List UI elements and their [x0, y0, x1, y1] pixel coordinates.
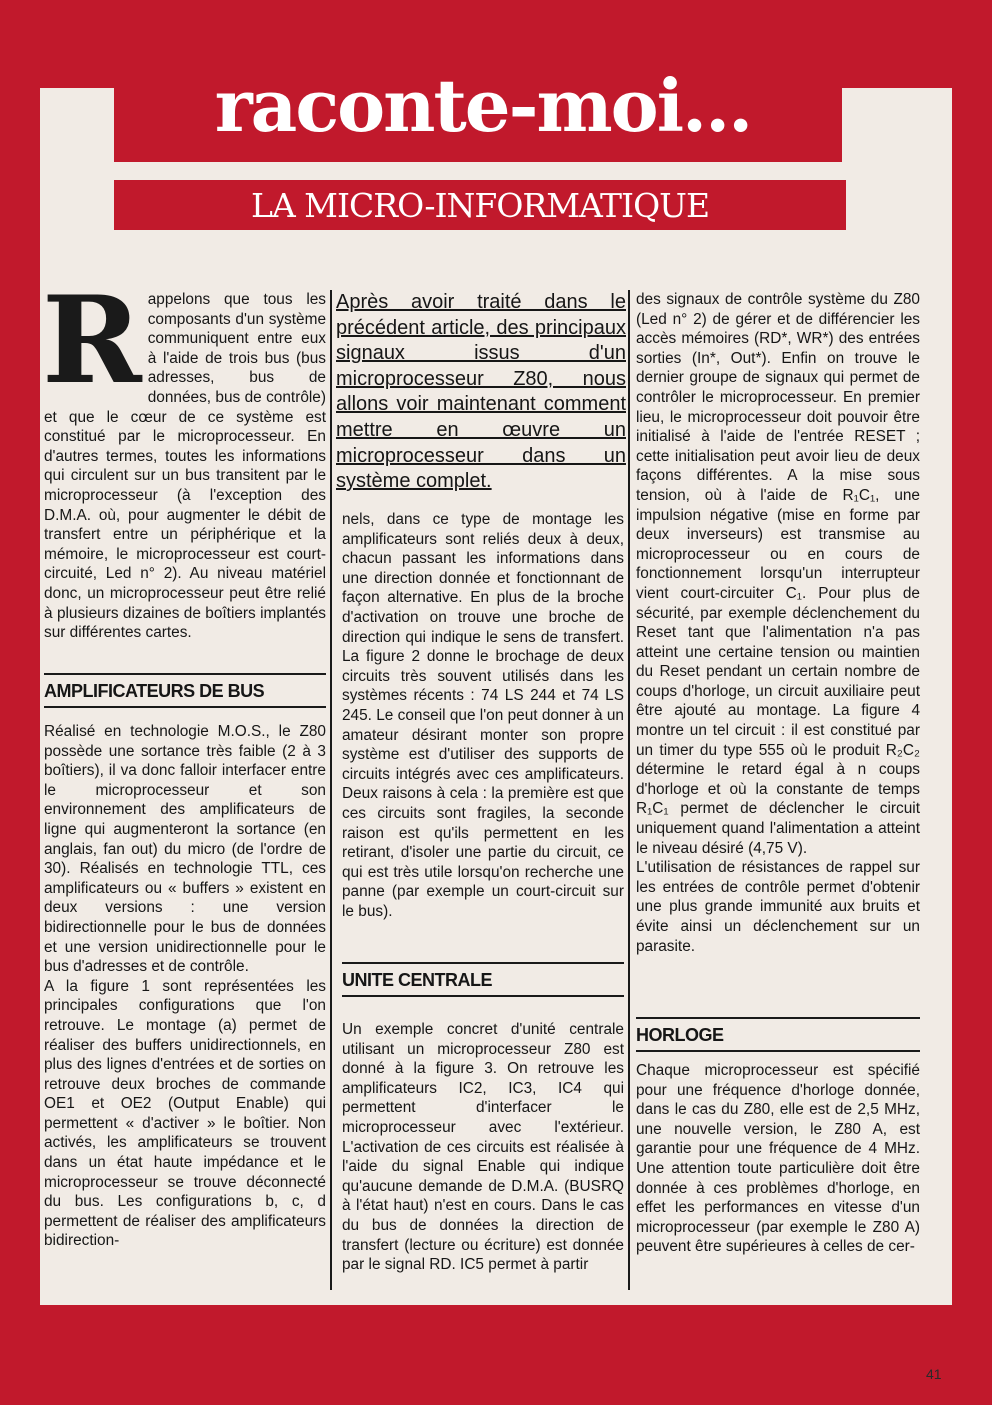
section-heading-unite-centrale: UNITE CENTRALE [342, 962, 624, 997]
column-1 [42, 270, 326, 643]
paragraph: L'utilisation de résistances de rappel sur les entrées de contrôle permet d'obtenir une plus grande immunité aux bruits et évite ainsi un déclenchement sur un parasite. [636, 859, 920, 955]
paragraph: Réalisé en technologie M.O.S., le Z80 possède une sortance très faible (2 à 3 boîtiers), il va donc falloir interfacer entre le microprocesseur et son environnement des amplificateurs de ligne qui augmenteront la sortance (en anglais, fan out) du micro (de l'ordre de 30). Réalisés en technologie TTL, ces amplificateurs ou « buffers » existent en deux versions : une version bidirectionnelle pour le bus de données et une version unidirectionnelle pour le bus d'adresses et de contrôle. [44, 723, 326, 976]
page-title: raconte-moi... [214, 63, 752, 148]
column-divider-left [330, 290, 332, 1290]
paragraph: appelons que tous les composants d'un système communiquent entre eux à l'aide de trois bus (bus adresses, bus de données, bus de contrôle) et que le cœur de ce système est constitué par le microprocesseur. En d'autres termes, toutes les informations qui circulent sur un bus transitent par le microprocesseur (à l'exception des D.M.A. où, pour augmenter le débit de transfert entre un périphérique et la mémoire, le microprocesseur est court-circuité, Led n° 2). Au niveau matériel donc, un microprocesseur peut être relié à plusieurs dizaines de boîtiers implantés sur différentes cartes. [44, 291, 326, 642]
column-2-continued [342, 1020, 624, 1275]
column-divider-right [628, 290, 630, 1290]
paragraph: des signaux de contrôle système du Z80 (Led n° 2) de gérer et de différencier les accès mémoires (RD*, WR*) des entrées sorties (In*, Out*). Enfin on trouve le dernier groupe de signaux qui permet de contrôler le microprocesseur. En premier lieu, le microprocesseur doit pouvoir être initialisé à l'aide de l'entrée RESET ; cette initialisation peut avoir lieu de deux façons différentes. A la mise sous tension, où à l'aide de R₁C₁, une impulsion négative (mise en forme par deux inverseurs) est transmise au microprocesseur ou en cours de fonctionnement lorsqu'un interrupteur vient court-circuiter C₁. Pour plus de sécurité, par exemple déclenchement du Reset tant que l'alimentation n'a pas atteint une certaine tension ou maintien du Reset pendant un certain nombre de coups d'horloge, un circuit auxiliaire peut être ajouté au montage. La figure 4 montre un tel circuit : il est constitué par un timer du type 555 où le produit R₂C₂ détermine le retard égal à n coups d'horloge et où la constante de temps R₁C₁ permet de déclencher le circuit uniquement quand l'alimentation a atteint le niveau désiré (4,75 V). [636, 291, 920, 857]
paragraph: nels, dans ce type de montage les amplificateurs sont reliés deux à deux, chacun passant les informations dans une direction donnée et fonctionnant de façon alternative. En plus de la broche d'activation on trouve une broche de direction qui indique le sens de transfert. La figure 2 donne le brochage de deux circuits très souvent utilisés dans les systèmes récents : 74 LS 244 et 74 LS 245. Le conseil que l'on peut donner à un amateur désirant monter son propre système est d'utiliser des supports de circuits intégrés avec ces amplificateurs. Deux raisons à cela : la première est que ces circuits sont fragiles, la seconde raison est qu'ils permettent en les retirant, d'isoler une partie du circuit, ce qui est très utile lorsqu'on recherche une panne (par exemple un court-circuit sur le bus). [342, 511, 624, 920]
column-2 [342, 510, 624, 921]
page-subtitle: LA MICRO-INFORMATIQUE [250, 186, 710, 225]
drop-cap: R [42, 270, 142, 411]
paragraph: A la figure 1 sont représentées les principales configurations que l'on retrouve. Le montage (a) permet de réaliser des buffers unidirectionnels, en plus des lignes d'entrées et de sorties on retrouve deux broches de commande OE1 et OE2 (Output Enable) qui permettent « d'activer » le boîtier. Non activés, les amplificateurs se trouvent dans un état haute impédance et le microprocesseur se trouve déconnecté du bus. Les configurations b, c, d permettent de réaliser des amplificateurs bidirection- [44, 977, 326, 1250]
column-3 [636, 290, 920, 956]
paragraph: Chaque microprocesseur est spécifié pour une fréquence d'horloge donnée, dans le cas du Z80, elle est de 2,5 MHz, une nouvelle version, le Z80 A, est garantie pour une fréquence de 4 MHz. Une attention toute particulière doit être donnée à ces problèmes d'horloge, en effet les performances en vitesse d'un microprocesseur (par exemple le Z80 A) peuvent être supérieures à celles de cer- [636, 1062, 920, 1256]
section-heading-amplificateurs: AMPLIFICATEURS DE BUS [44, 673, 326, 708]
page-number: 41 [926, 1366, 942, 1382]
column-3-continued [636, 1061, 920, 1257]
paragraph: Un exemple concret d'unité centrale utilisant un microprocesseur Z80 est donné à la figure 3. On retrouve les amplificateurs IC2, IC3, IC4 qui permettent d'interfacer le microprocesseur avec l'extérieur. L'activation de ces circuits est réalisée à l'aide du signal Enable qui indique qu'aucune demande de D.M.A. (BUSRQ à l'état haut) n'est en cours. Dans le cas du bus de données la direction de transfert (lecture ou écriture) est donnée par le signal RD. IC5 permet à partir [342, 1021, 624, 1274]
article-intro: Après avoir traité dans le précédent article, des principaux signaux issus d'un microprocesseur Z80, nous allons voir maintenant comment mettre en œuvre un microprocesseur dans un système complet. [336, 291, 626, 493]
section-heading-horloge: HORLOGE [636, 1017, 920, 1052]
column-1-continued [44, 722, 326, 1251]
